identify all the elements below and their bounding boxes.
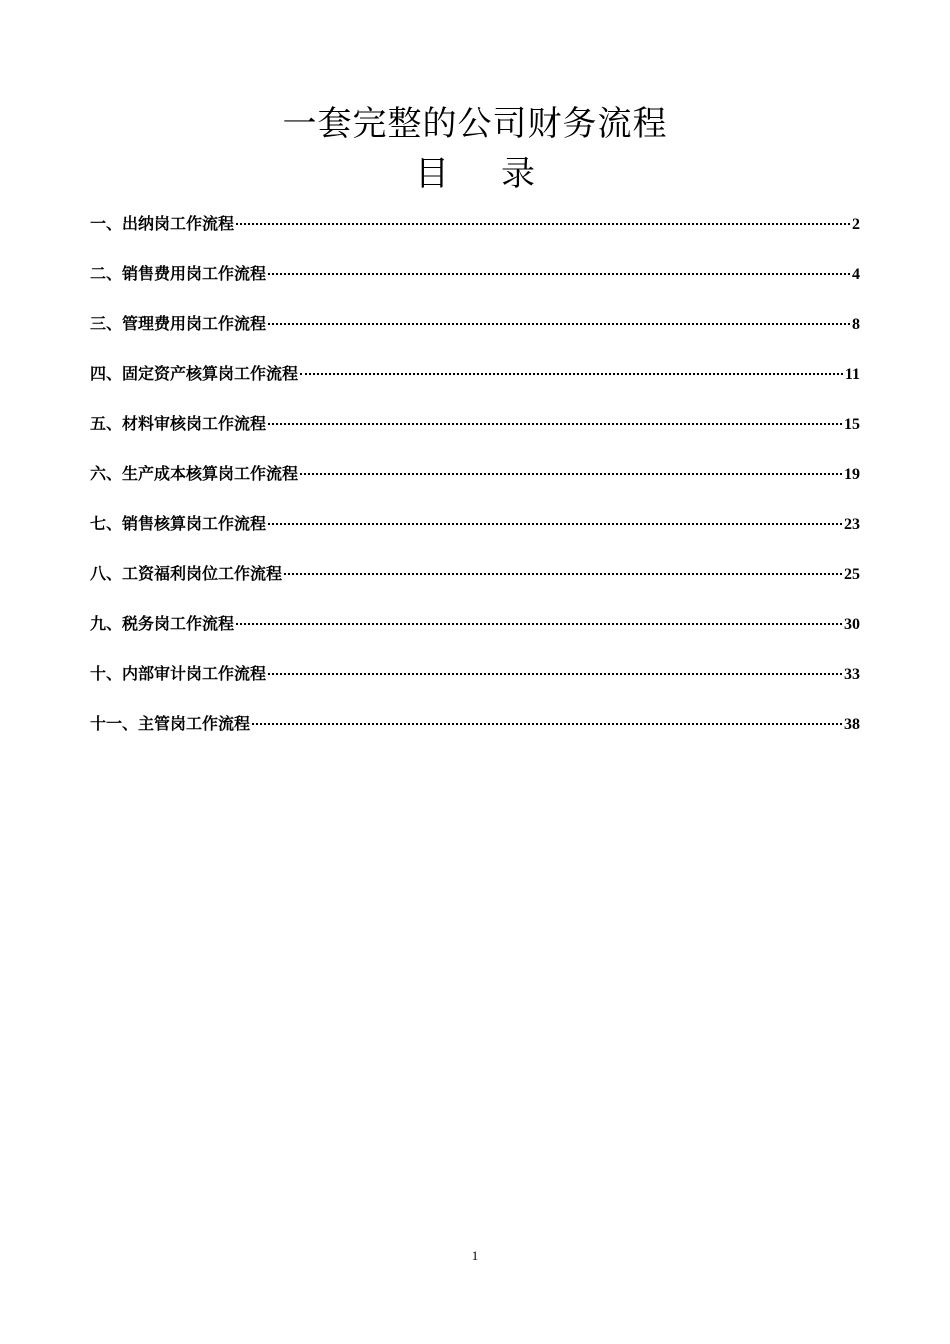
toc-dot-leader <box>268 323 850 325</box>
toc-entry-label: 二、销售费用岗工作流程 <box>90 264 267 283</box>
table-of-contents <box>90 208 860 758</box>
toc-entry[interactable] <box>90 458 860 508</box>
toc-dot-leader <box>300 373 843 375</box>
toc-entry-page: 25 <box>844 566 860 583</box>
toc-entry-page: 4 <box>852 266 860 283</box>
toc-entry[interactable] <box>90 258 860 308</box>
toc-dot-leader <box>268 423 842 425</box>
toc-entry-label: 七、销售核算岗工作流程 <box>90 514 267 533</box>
toc-entry[interactable] <box>90 508 860 558</box>
toc-entry-page: 11 <box>844 366 860 383</box>
toc-dot-leader <box>268 523 842 525</box>
toc-dot-leader <box>300 473 842 475</box>
toc-dot-leader <box>268 273 850 275</box>
toc-entry-page: 8 <box>852 316 860 333</box>
document-title: 一套完整的公司财务流程 <box>282 104 668 144</box>
toc-dot-leader <box>236 223 850 225</box>
toc-entry-label: 十、内部审计岗工作流程 <box>90 664 267 683</box>
toc-entry[interactable] <box>90 708 860 758</box>
toc-dot-leader <box>236 623 842 625</box>
toc-entry[interactable] <box>90 608 860 658</box>
toc-heading: 目录 <box>415 154 587 194</box>
toc-entry-label: 四、固定资产核算岗工作流程 <box>90 364 299 383</box>
toc-entry-page: 19 <box>844 466 860 483</box>
toc-entry-page: 15 <box>844 416 860 433</box>
toc-entry[interactable] <box>90 358 860 408</box>
toc-entry-page: 23 <box>844 516 860 533</box>
toc-entry-page: 38 <box>844 716 860 733</box>
toc-entry-label: 九、税务岗工作流程 <box>90 614 235 633</box>
toc-entry[interactable] <box>90 208 860 258</box>
toc-entry[interactable] <box>90 658 860 708</box>
toc-entry-label: 八、工资福利岗位工作流程 <box>90 564 283 583</box>
toc-dot-leader <box>252 723 842 725</box>
toc-entry[interactable] <box>90 408 860 458</box>
toc-entry-label: 六、生产成本核算岗工作流程 <box>90 464 299 483</box>
toc-entry-page: 33 <box>844 666 860 683</box>
toc-entry[interactable] <box>90 558 860 608</box>
toc-dot-leader <box>284 573 842 575</box>
toc-entry-label: 五、材料审核岗工作流程 <box>90 414 267 433</box>
toc-dot-leader <box>268 673 842 675</box>
toc-entry-label: 一、出纳岗工作流程 <box>90 214 235 233</box>
page-number: 1 <box>471 1248 479 1263</box>
toc-entry-label: 三、管理费用岗工作流程 <box>90 314 267 333</box>
toc-entry[interactable] <box>90 308 860 358</box>
toc-entry-label: 十一、主管岗工作流程 <box>90 714 251 733</box>
toc-entry-page: 30 <box>844 616 860 633</box>
toc-entry-page: 2 <box>852 216 860 233</box>
